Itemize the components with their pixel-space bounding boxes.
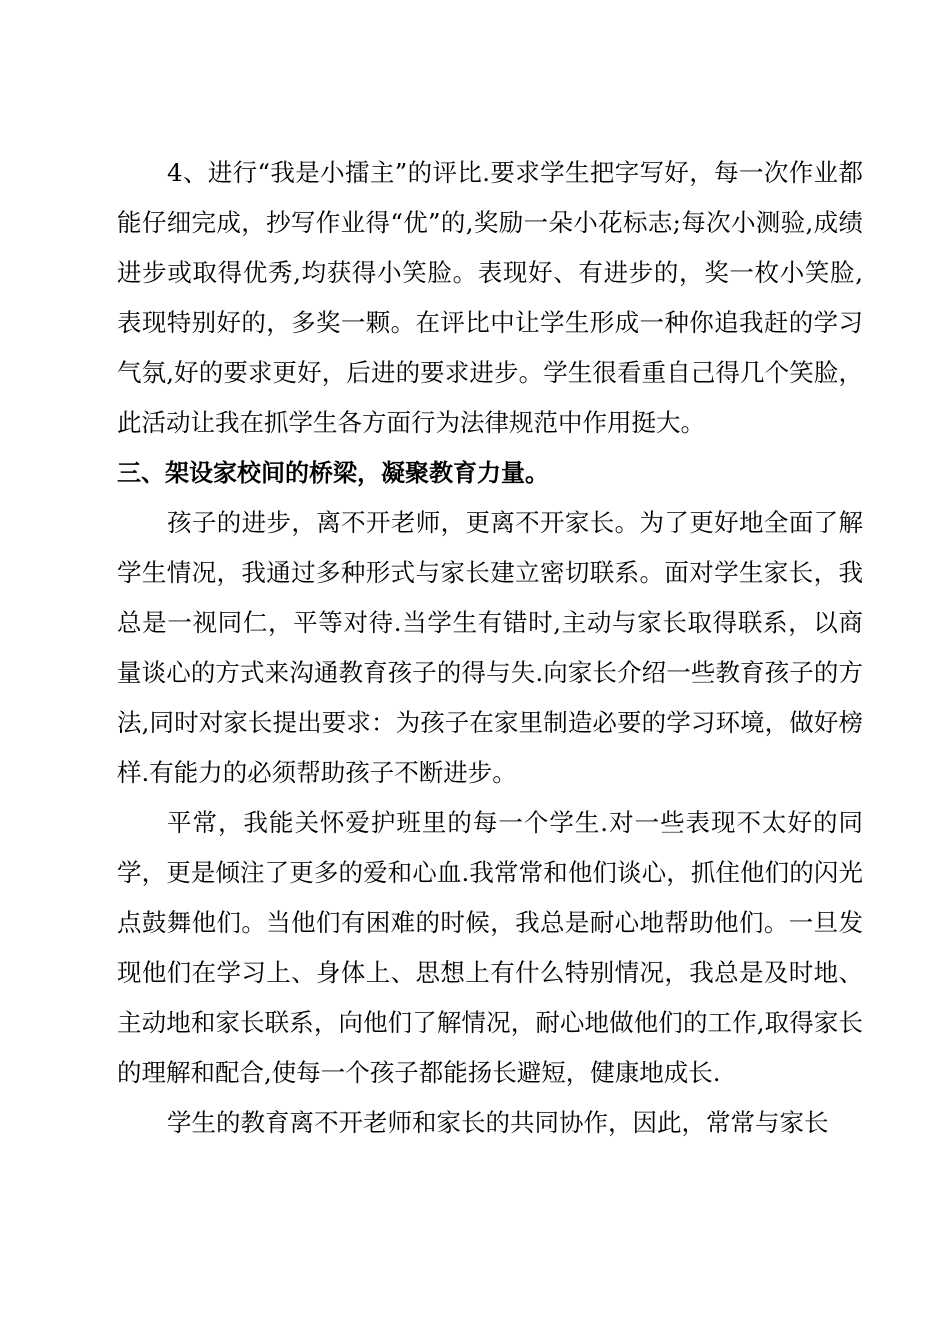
- section-heading-home-school: 三、架设家校间的桥梁，凝聚教育力量。: [117, 459, 549, 487]
- document-page: [117, 148, 863, 1148]
- paragraph-competition: 4、进行“我是小擂主”的评比.要求学生把字写好，每一次作业都能仔细完成，抄写作业得“优”的,奖励一朵小花标志;每次小测验,成绩进步或取得优秀,均获得小笑脸。表现好、有进步的，奖一枚小笑脸,表现特别好的，多奖一颗。在评比中让学生形成一种你追我赶的学习气氛,好的要求更好，后进的要求进步。学生很看重自己得几个笑脸，此活动让我在抓学生各方面行为法律规范中作用挺大。: [117, 158, 863, 437]
- paragraph-caring-students: 平常，我能关怀爱护班里的每一个学生.对一些表现不太好的同学，更是倾注了更多的爱和心血.我常常和他们谈心，抓住他们的闪光点鼓舞他们。当他们有困难的时候，我总是耐心地帮助他们。一旦发现他们在学习上、身体上、思想上有什么特别情况，我总是及时地、主动地和家长联系，向他们了解情况，耐心地做他们的工作,取得家长的理解和配合,使每一个孩子都能扬长避短，健康地成长.: [117, 808, 863, 1087]
- paragraph-parent-contact: 孩子的进步，离不开老师，更离不开家长。为了更好地全面了解学生情况，我通过多种形式与家长建立密切联系。面对学生家长，我总是一视同仁，平等对待.当学生有错时,主动与家长取得联系，以商量谈心的方式来沟通教育孩子的得与失.向家长介绍一些教育孩子的方法,同时对家长提出要求：为孩子在家里制造必要的学习环境，做好榜样.有能力的必须帮助孩子不断进步。: [117, 508, 863, 787]
- paragraph-cooperation: 学生的教育离不开老师和家长的共同协作，因此，常常与家长: [167, 1108, 829, 1137]
